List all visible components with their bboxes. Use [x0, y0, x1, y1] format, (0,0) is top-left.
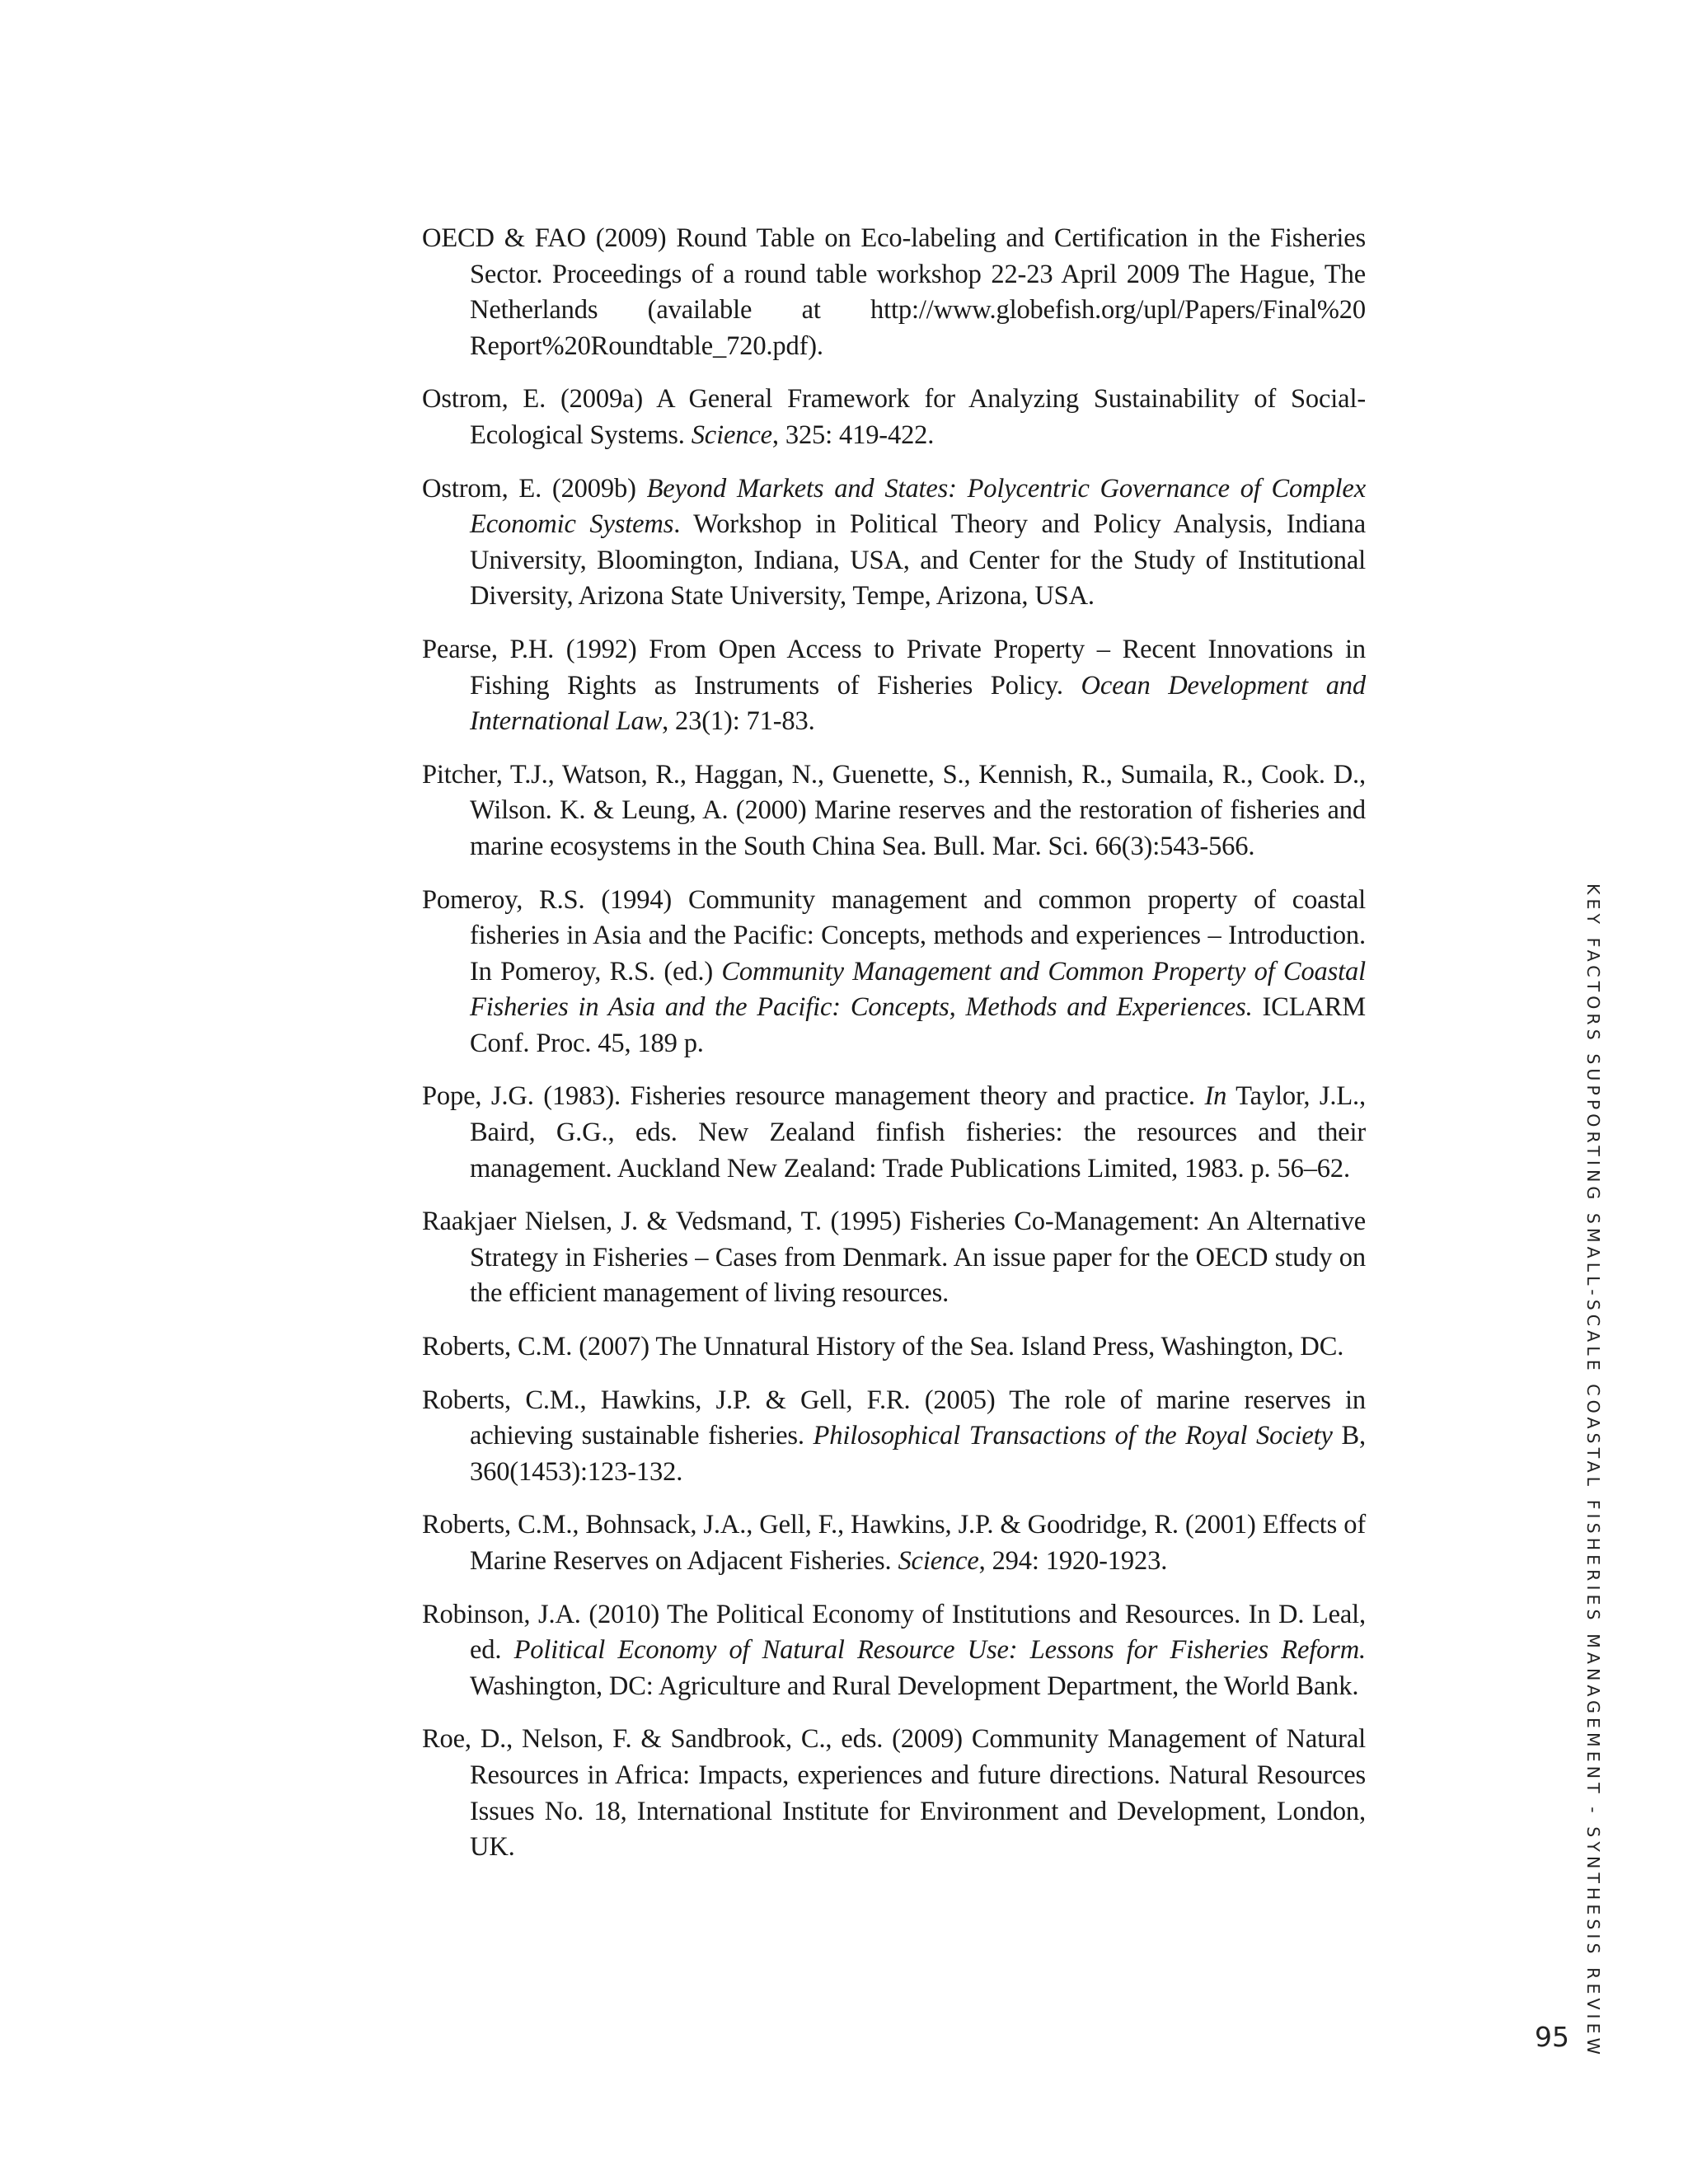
reference-text: Washington, DC: Agriculture and Rural Development Department, the World Bank. [470, 1671, 1359, 1701]
reference-entry [422, 382, 1366, 453]
reference-italic-title: Political Economy of Natural Resource Use: Lessons for Fisheries Reform. [513, 1635, 1367, 1666]
reference-entry [422, 757, 1366, 865]
reference-entry [422, 471, 1366, 615]
reference-text: Raakjaer Nielsen, J. & Vedsmand, T. (1995) Fisheries Co-Management: An Alternative Strategy in Fisheries – Cases from Denmark. An issue paper for the OECD study on the efficient management of living resources. [422, 1207, 1366, 1309]
reference-text: Roberts, C.M., Bohnsack, J.A., Gell, F., Hawkins, J.P. & Goodridge, R. (2001) Effects of Marine Reserves on Adjacent Fisheries. [422, 1510, 1366, 1576]
reference-text: Taylor, J.L., Baird, G.G., eds. New Zealand finfish fisheries: the resources and their management. Auckland New Zealand: Trade Publications Limited, 1983. p. 56–62. [470, 1081, 1366, 1183]
reference-italic-title: Community Management and Common Property of Coastal Fisheries in Asia and the Pacific: Concepts, Methods and Experiences. [470, 956, 1367, 1023]
reference-text: , 325: 419-422. [771, 419, 935, 450]
reference-text: Pope, J.G. (1983). Fisheries resource management theory and practice. [422, 1081, 1205, 1112]
reference-text: Roberts, C.M., Hawkins, J.P. & Gell, F.R. (2005) The role of marine reserves in achieving sustainable fisheries. [422, 1385, 1366, 1451]
reference-text: . Workshop in Political Theory and Policy Analysis, Indiana University, Bloomington, Indiana, USA, and Center for the Study of Institutional Diversity, Arizona State University, Tempe, Arizona, USA. [470, 509, 1366, 612]
page-number: 95 [1535, 2021, 1569, 2053]
reference-entry [422, 1597, 1366, 1705]
reference-text: Roberts, C.M. (2007) The Unnatural History of the Sea. Island Press, Washington, DC. [422, 1332, 1344, 1362]
reference-text: Roe, D., Nelson, F. & Sandbrook, C., eds. (2009) Community Management of Natural Resources in Africa: Impacts, experiences and future directions. Natural Resources Issues No. 18, International Institute for Environment and Development, London, UK. [422, 1724, 1366, 1863]
reference-entry [422, 1079, 1366, 1187]
reference-text: Pomeroy, R.S. (1994) Community management and common property of coastal fisheries in Asia and the Pacific: Concepts, methods and experiences – Introduction. In Pomeroy, R.S. (ed.) [422, 884, 1366, 987]
reference-entry [422, 221, 1366, 364]
reference-italic-title: Beyond Markets and States: Polycentric Governance of Complex Economic Systems [470, 473, 1366, 540]
reference-text: Robinson, J.A. (2010) The Political Economy of Institutions and Resources. In D. Leal, ed. [422, 1599, 1366, 1666]
reference-entry [422, 1204, 1366, 1312]
reference-italic-title: Philosophical Transactions of the Royal Society [813, 1421, 1333, 1451]
side-title-text: KEY FACTORS SUPPORTING SMALL-SCALE COASTAL FISHERIES MANAGEMENT - SYNTHESIS REVIEW [1583, 883, 1603, 2059]
running-side-title [1576, 883, 1609, 2059]
reference-text: , 294: 1920-1923. [978, 1546, 1168, 1576]
reference-list [422, 221, 1366, 1883]
reference-text: B, 360(1453):123-132. [470, 1421, 1366, 1487]
reference-entry [422, 1722, 1366, 1865]
reference-entry [422, 883, 1366, 1062]
reference-text: Ostrom, E. (2009a) A General Framework for Analyzing Sustainability of Social-Ecological Systems. [422, 384, 1366, 450]
reference-entry [422, 632, 1366, 740]
reference-text: Pearse, P.H. (1992) From Open Access to Private Property – Recent Innovations in Fishing Rights as Instruments of Fisheries Policy. [422, 634, 1366, 701]
reference-italic-title: Ocean Development and International Law [470, 670, 1366, 737]
reference-text: Pitcher, T.J., Watson, R., Haggan, N., Guenette, S., Kennish, R., Sumaila, R., Cook. D., Wilson. K. & Leung, A. (2000) Marine reserves and the restoration of fisheries and marine ecosystems in the South China Sea. Bull. Mar. Sci. 66(3):543-566. [422, 759, 1366, 861]
reference-text: , 23(1): 71-83. [662, 706, 815, 737]
reference-italic-title: Science [898, 1546, 979, 1576]
reference-italic-word: In [1204, 1081, 1227, 1112]
reference-entry [422, 1507, 1366, 1579]
reference-text: OECD & FAO (2009) Round Table on Eco-labeling and Certification in the Fisheries Sector. Proceedings of a round table workshop 22-23 April 2009 The Hague, The Netherlands (available at http://www.globefish.org/upl/Papers/Final%20 Report%20Roundtable_720.pdf). [422, 223, 1366, 361]
reference-text: Ostrom, E. (2009b) [422, 473, 647, 504]
reference-text: ICLARM Conf. Proc. 45, 189 p. [470, 992, 1366, 1058]
reference-italic-title: Science [691, 419, 772, 450]
reference-entry [422, 1329, 1366, 1366]
reference-entry [422, 1383, 1366, 1491]
